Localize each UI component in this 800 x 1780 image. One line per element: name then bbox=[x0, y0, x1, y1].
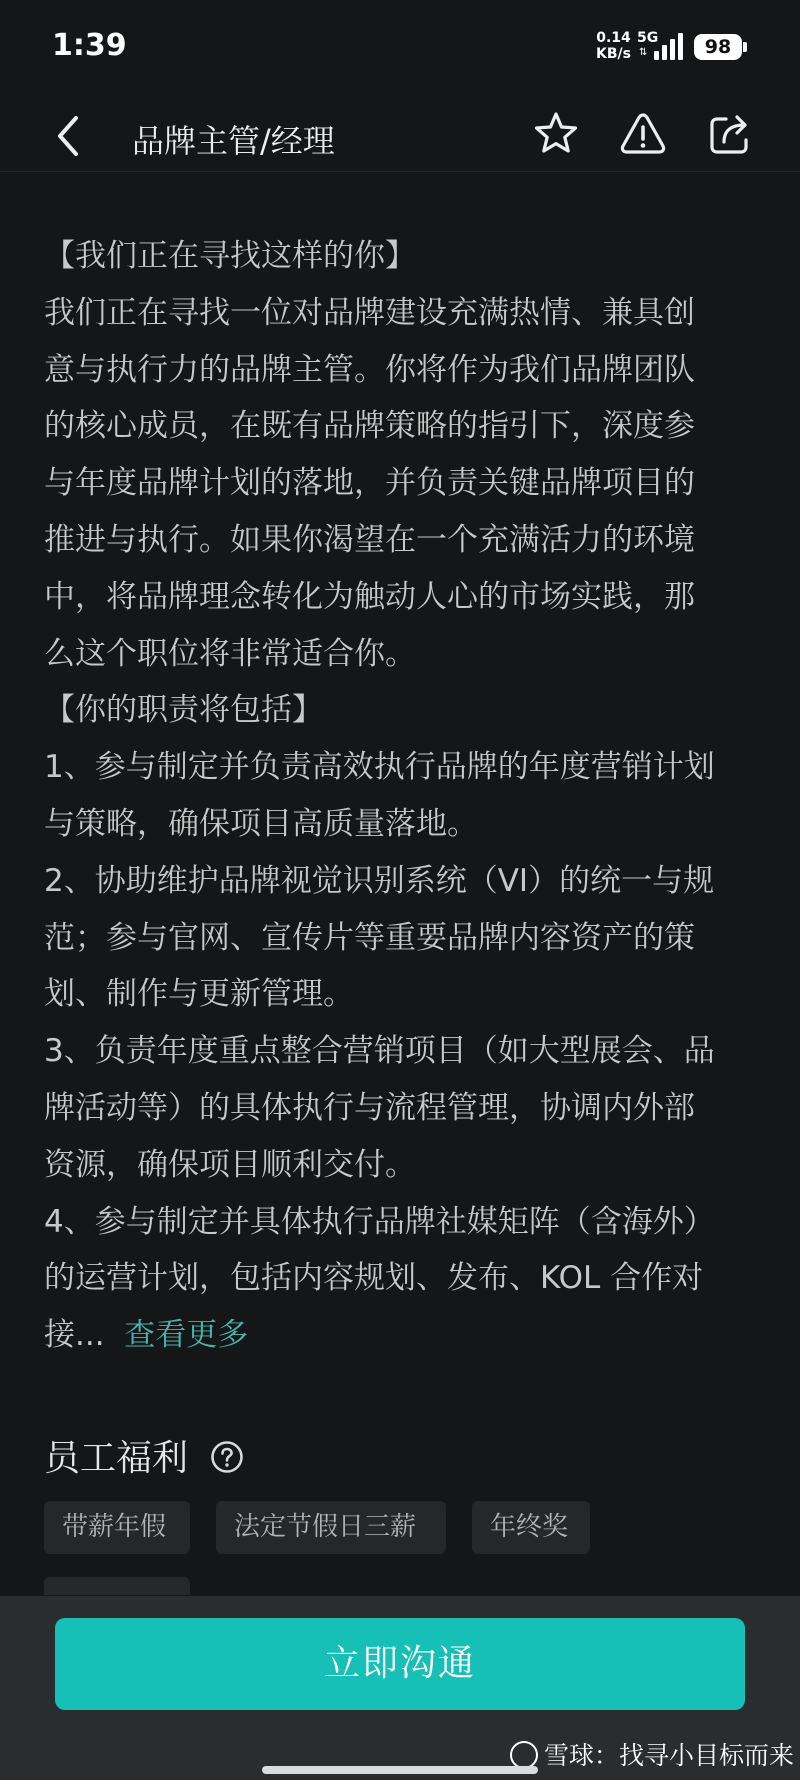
back-button[interactable] bbox=[50, 114, 90, 158]
watermark-text: 雪球：找寻小目标而来 bbox=[544, 1741, 795, 1770]
network-speed-unit: KB/s bbox=[596, 46, 631, 62]
description-line: 资源，确保项目顺利交付。 bbox=[44, 1146, 416, 1183]
chat-now-button[interactable]: 立即沟通 bbox=[55, 1618, 745, 1710]
description-line: 的核心成员，在既有品牌策略的指引下，深度参 bbox=[44, 408, 695, 445]
description-line: 【你的职责将包括】 bbox=[44, 692, 323, 729]
bottom-action-bar bbox=[0, 1596, 800, 1780]
benefit-tag-partial bbox=[44, 1577, 190, 1595]
description-line: 么这个职位将非常适合你。 bbox=[44, 635, 416, 672]
network-type: 5G bbox=[637, 30, 659, 46]
description-line: 3、负责年度重点整合营销项目（如大型展会、品 bbox=[44, 1033, 715, 1070]
benefit-tag: 年终奖 bbox=[472, 1501, 590, 1554]
share-button[interactable] bbox=[706, 110, 754, 158]
description-line: 【我们正在寻找这样的你】 bbox=[44, 238, 416, 274]
description-line: 划、制作与更新管理。 bbox=[44, 976, 354, 1013]
network-speed-value: 0.14 bbox=[596, 30, 631, 46]
benefits-title: 员工福利 bbox=[44, 1438, 189, 1479]
benefits-help-button[interactable] bbox=[210, 1440, 244, 1474]
job-description bbox=[44, 228, 759, 1364]
page-title: 品牌主管/经理 bbox=[132, 122, 335, 160]
benefit-tag: 带薪年假 bbox=[44, 1501, 190, 1554]
favorite-button[interactable] bbox=[532, 110, 580, 158]
description-line: 中，将品牌理念转化为触动人心的市场实践，那 bbox=[44, 578, 695, 615]
status-time: 1:39 bbox=[52, 28, 127, 63]
nav-bar bbox=[0, 96, 800, 172]
description-line: 我们正在寻找一位对品牌建设充满热情、兼具创 bbox=[44, 294, 695, 331]
home-indicator[interactable] bbox=[262, 1766, 538, 1774]
star-icon bbox=[532, 110, 580, 158]
data-arrows-icon: ⇅ bbox=[639, 47, 648, 58]
description-line: 范；参与官网、宣传片等重要品牌内容资产的策 bbox=[44, 919, 695, 956]
description-line: 意与执行力的品牌主管。你将作为我们品牌团队 bbox=[44, 351, 695, 388]
snowball-logo-icon bbox=[510, 1741, 538, 1769]
warning-icon bbox=[619, 110, 667, 158]
description-line: 与年度品牌计划的落地，并负责关键品牌项目的 bbox=[44, 465, 695, 502]
description-line: 2、协助维护品牌视觉识别系统（VI）的统一与规 bbox=[44, 862, 715, 899]
description-line: 与策略，确保项目高质量落地。 bbox=[44, 805, 478, 842]
watermark bbox=[510, 1736, 794, 1772]
job-detail-content[interactable] bbox=[0, 150, 800, 1595]
battery-tip bbox=[743, 42, 747, 52]
chevron-left-icon bbox=[50, 114, 90, 158]
benefit-tag: 法定节假日三薪 bbox=[216, 1501, 446, 1554]
network-speed bbox=[596, 30, 631, 62]
status-bar bbox=[0, 0, 800, 96]
description-truncated-text: 接... bbox=[44, 1317, 105, 1354]
signal-icon bbox=[654, 32, 684, 60]
description-line: 的运营计划，包括内容规划、发布、KOL 合作对 bbox=[44, 1260, 704, 1297]
see-more-link[interactable]: 查看更多 bbox=[124, 1317, 249, 1354]
report-button[interactable] bbox=[619, 110, 667, 158]
battery-icon: 98 bbox=[694, 34, 742, 60]
share-icon bbox=[706, 110, 754, 158]
description-line: 4、参与制定并具体执行品牌社媒矩阵（含海外） bbox=[44, 1203, 715, 1240]
description-last-line bbox=[44, 1307, 759, 1364]
description-line: 1、参与制定并负责高效执行品牌的年度营销计划 bbox=[44, 749, 715, 786]
description-line: 牌活动等）的具体执行与流程管理，协调内外部 bbox=[44, 1089, 695, 1126]
description-line: 推进与执行。如果你渴望在一个充满活力的环境 bbox=[44, 521, 695, 558]
question-circle-icon bbox=[210, 1440, 244, 1474]
